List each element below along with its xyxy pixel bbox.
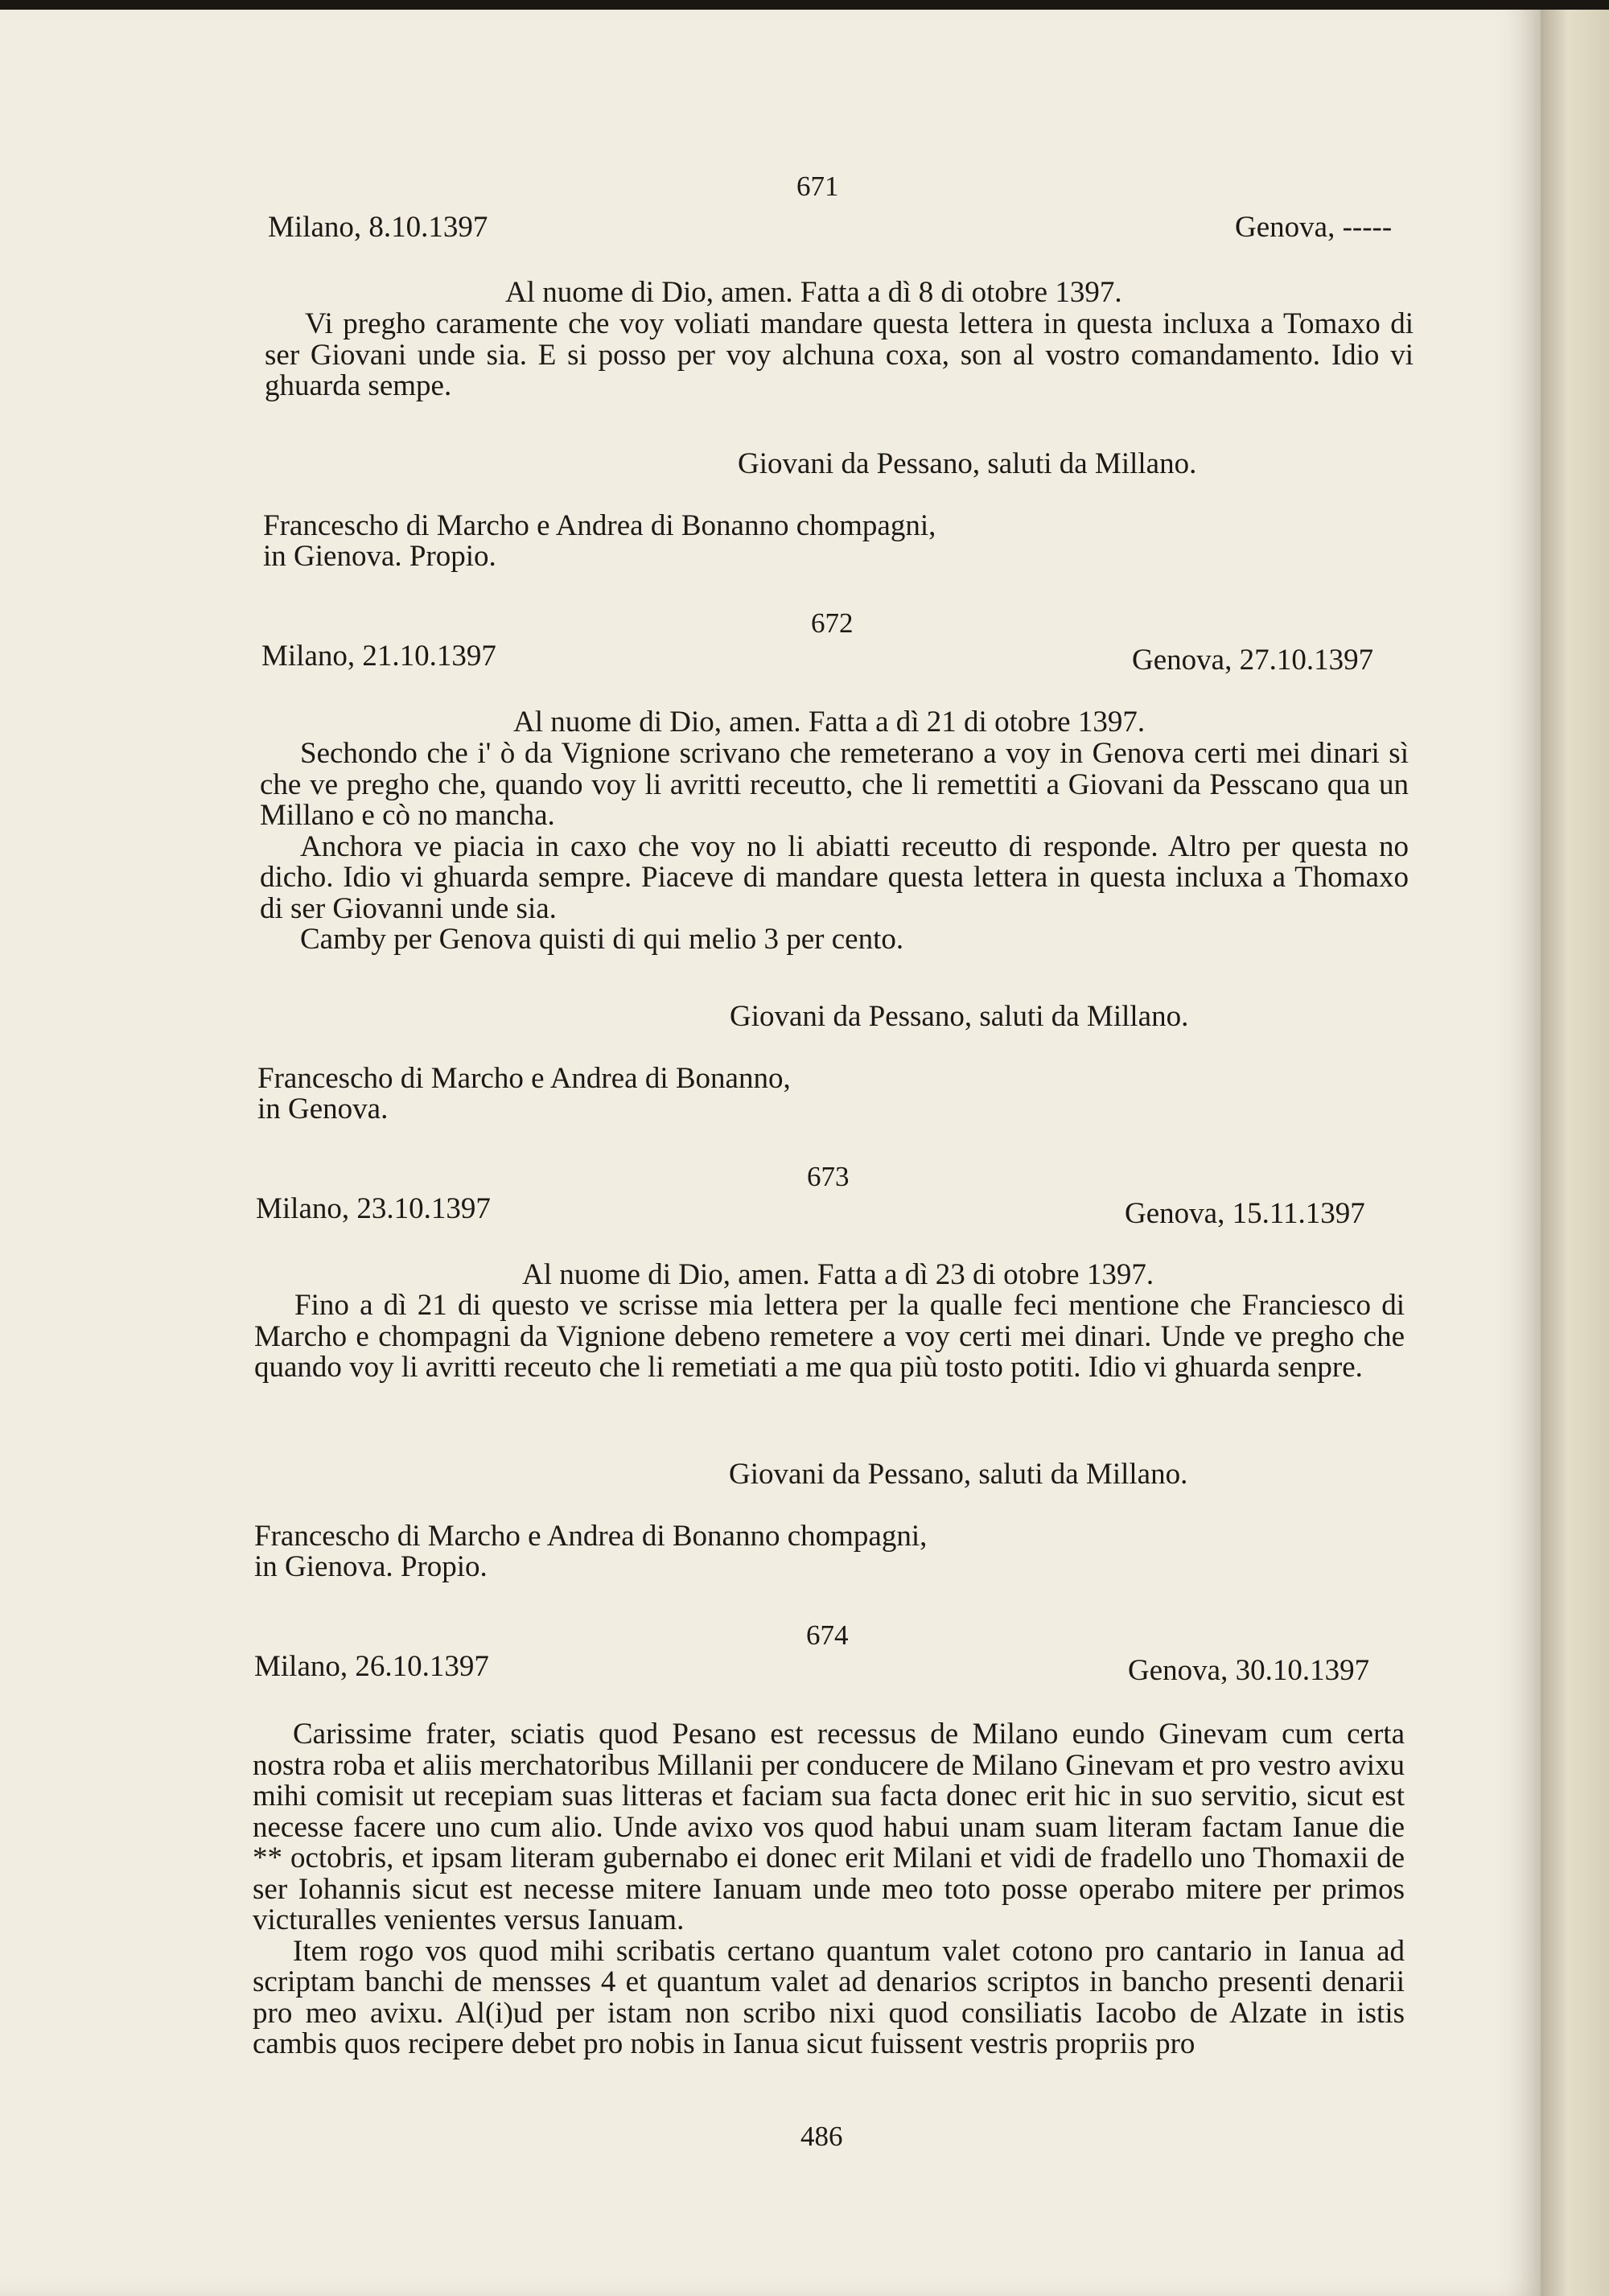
letter-672-address-line2: in Genova. [257, 1092, 389, 1125]
letter-672-body [260, 739, 1409, 956]
letter-674-body [253, 1719, 1405, 2060]
letter-673-destination: Genova, 15.11.1397 [1125, 1197, 1365, 1230]
letter-671-address-line1: Francescho di Marcho e Andrea di Bonanno chompagni, [263, 509, 936, 542]
letter-671-signature: Giovani da Pessano, saluti da Millano. [738, 447, 1197, 480]
letter-672-number: 672 [811, 607, 854, 639]
letter-673-body [254, 1290, 1405, 1384]
letter-674-paragraph-1: Carissime frater, sciatis quod Pesano est recessus de Milano eundo Ginevam cum certa nostra roba et aliis merchatoribus Millanii per conducere de Milano Ginevam et pro vestro avixu mihi comisit ut recepiam suas litteras et faciam sua facta donec erit hic in suo servitio, sicut est necesse facere uno cum alio. Unde avixo vos quod habui unam suam literam factam Ianue die ** octobris, et ipsam literam gubernabo ei donec erit Milani et vidi de fradello uno Thomaxii de ser Iohannis sicut est necesse mitere Ianuam unde meo toto posse operabo mitere per primos victuralles venientes versus Ianuam. [253, 1718, 1405, 1936]
letter-673-opening: Al nuome di Dio, amen. Fatta a dì 23 di otobre 1397. [522, 1258, 1154, 1291]
letter-671-opening: Al nuome di Dio, amen. Fatta a dì 8 di otobre 1397. [505, 276, 1122, 309]
letter-671-paragraph: Vi pregho caramente che voy voliati mandare questa lettera in questa incluxa a Tomaxo di ser Giovani unde sia. E si posso per voy alchuna coxa, son al vostro comandamento. Idio vi ghuarda sempe. [265, 307, 1414, 402]
letter-674-paragraph-2: Item rogo vos quod mihi scribatis certano quantum valet cotono pro cantario in Ianua ad scriptam banchi de mensses 4 et quantum valet ad denarios scriptos in bancho presenti denarii pro meo avixu. Al(i)ud per istam non scribo nixi quod consiliatis Iacobo de Alzate in istis cambis quos recipere debet pro nobis in Ianua sicut fuissent vestris propriis pro [253, 1934, 1405, 2060]
letter-673-address-line1: Francescho di Marcho e Andrea di Bonanno chompagni, [254, 1520, 928, 1553]
letter-673-signature: Giovani da Pessano, saluti da Millano. [729, 1458, 1188, 1491]
letter-672-address-line1: Francescho di Marcho e Andrea di Bonanno, [257, 1062, 791, 1095]
letter-672-paragraph-2: Anchora ve piacia in caxo che voy no li abiatti receutto di responde. Altro per questa no dicho. Idio vi ghuarda sempre. Piaceve di mandare questa lettera in questa incluxa a Thomaxo di ser Giovanni unde sia. [260, 829, 1409, 925]
letter-674-number: 674 [806, 1619, 849, 1651]
letter-674-destination: Genova, 30.10.1397 [1128, 1654, 1370, 1687]
page-number: 486 [800, 2121, 843, 2152]
letter-672-paragraph-3: Camby per Genova quisti di qui melio 3 per cento. [300, 923, 904, 956]
letter-671-address-line2: in Gienova. Propio. [263, 540, 496, 573]
letter-671-number: 671 [796, 171, 839, 202]
letter-672-destination: Genova, 27.10.1397 [1132, 644, 1374, 677]
letter-671-destination: Genova, ----- [1235, 211, 1393, 244]
letter-672-paragraph-1: Sechondo che i' ò da Vignione scrivano che remeterano a voy in Genova certi mei dinari sì che ve pregho che, quando voy li avritti receutto, che li remettiti a Giovani da Pesscano qua un Millano e cò no mancha. [260, 737, 1409, 832]
adjacent-page-edge [1541, 0, 1609, 2296]
letter-673-address-line2: in Gienova. Propio. [254, 1550, 488, 1583]
letter-672-opening: Al nuome di Dio, amen. Fatta a dì 21 di otobre 1397. [513, 706, 1146, 739]
letter-671-body [265, 309, 1414, 402]
letter-671-origin: Milano, 8.10.1397 [268, 211, 488, 244]
letter-672-signature: Giovani da Pessano, saluti da Millano. [730, 1000, 1189, 1033]
letter-673-number: 673 [807, 1161, 850, 1192]
letter-673-origin: Milano, 23.10.1397 [256, 1192, 491, 1225]
letter-673-paragraph: Fino a dì 21 di questo ve scrisse mia lettera per la qualle feci mentione che Franciesco di Marcho e chompagni da Vignione debeno remetere a voy certi mei dinari. Unde ve pregho che quando voy li avritti receuto che li remetiati a me qua più tosto potiti. Idio vi ghuarda senpre. [254, 1289, 1405, 1384]
letter-672-origin: Milano, 21.10.1397 [261, 640, 496, 673]
letter-674-origin: Milano, 26.10.1397 [254, 1650, 489, 1683]
scan-top-border [0, 0, 1609, 10]
